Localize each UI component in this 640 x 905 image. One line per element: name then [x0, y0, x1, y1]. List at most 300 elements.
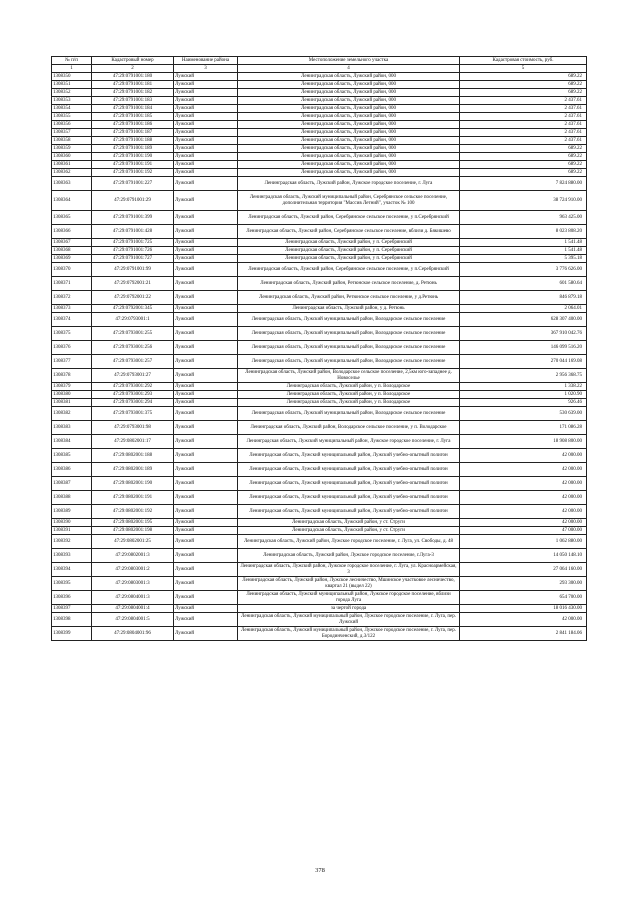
location: Ленинградская область, Лужский район, Ретюнское сельское поселение, у д.Ретюнь: [238, 291, 460, 305]
row-number: 1308392: [52, 535, 92, 549]
table-row: [52, 177, 587, 191]
cadastral-value-table: [51, 56, 587, 641]
table-row: [52, 89, 587, 97]
district-name: Лужский: [174, 137, 238, 145]
district-name: Лужский: [174, 449, 238, 463]
location: Ленинградская область, Лужский район, у п. Володарское: [238, 399, 460, 407]
row-number: 1308380: [52, 391, 92, 399]
district-name: Лужский: [174, 605, 238, 613]
location: Ленинградская область, Лужский район, у п. Володарское: [238, 383, 460, 391]
table-row: [52, 421, 587, 435]
location: Ленинградская область, Лужский муниципальный район, Володарское сельское поселение: [238, 407, 460, 421]
cadastral-number: 47:29:0791001:428: [92, 225, 174, 239]
row-number: 1308387: [52, 477, 92, 491]
row-number: 1308355: [52, 113, 92, 121]
header-district: Наименование района: [174, 57, 238, 65]
row-number: 1308397: [52, 605, 92, 613]
district-name: Лужский: [174, 225, 238, 239]
district-name: Лужский: [174, 305, 238, 313]
district-name: Лужский: [174, 277, 238, 291]
header-cadastral-number: Кадастровый номер: [92, 57, 174, 65]
location: Ленинградская область, Лужский муниципальный район, Володарское сельское поселение: [238, 355, 460, 369]
district-name: Лужский: [174, 613, 238, 627]
cadastral-number: 47:29:0802001:191: [92, 491, 174, 505]
cadastral-value: 2 841 184.06: [460, 627, 587, 641]
cadastral-value: 1 541.48: [460, 239, 587, 247]
location: Ленинградская область, Лужский район, Лужское городское поселение, г. Луга, ул. Красноармейская, 3: [238, 563, 460, 577]
table-row: [52, 145, 587, 153]
cadastral-value: 689.22: [460, 73, 587, 81]
row-number: 1308386: [52, 463, 92, 477]
row-number: 1308382: [52, 407, 92, 421]
table-row: [52, 449, 587, 463]
row-number: 1308367: [52, 239, 92, 247]
row-number: 1308395: [52, 577, 92, 591]
cadastral-value: 601 580.64: [460, 277, 587, 291]
column-number: 4: [238, 65, 460, 73]
district-name: Лужский: [174, 577, 238, 591]
district-name: Лужский: [174, 105, 238, 113]
table-row: [52, 613, 587, 627]
location: Ленинградская область, Лужский район, Лужское городское поселение, г. Луга, ул. Свободы, д. 48: [238, 535, 460, 549]
location: Ленинградская область, Лужский район, 000: [238, 137, 460, 145]
row-number: 1308393: [52, 549, 92, 563]
table-row: [52, 169, 587, 177]
table-row: [52, 491, 587, 505]
district-name: Лужский: [174, 477, 238, 491]
table-row: [52, 477, 587, 491]
district-name: Лужский: [174, 527, 238, 535]
cadastral-number: 47:29:0793001:256: [92, 341, 174, 355]
district-name: Лужский: [174, 177, 238, 191]
district-name: Лужский: [174, 369, 238, 383]
row-number: 1308385: [52, 449, 92, 463]
cadastral-number: 47:29:0791001:187: [92, 129, 174, 137]
table-row: [52, 161, 587, 169]
row-number: 1308368: [52, 247, 92, 255]
location: Ленинградская область, Лужский район, 000: [238, 89, 460, 97]
cadastral-number: 47:29:0802001:190: [92, 477, 174, 491]
cadastral-value: 18 908 800.00: [460, 435, 587, 449]
cadastral-number: 47:29:0791001:29: [92, 191, 174, 211]
row-number: 1308376: [52, 341, 92, 355]
cadastral-number: 47:29:0803001:3: [92, 577, 174, 591]
row-number: 1308379: [52, 383, 92, 391]
row-number: 1308383: [52, 421, 92, 435]
row-number: 1308365: [52, 211, 92, 225]
table-body: [52, 73, 587, 641]
location: Ленинградская область, Лужский район, у ст. Струги: [238, 527, 460, 535]
row-number: 1308391: [52, 527, 92, 535]
district-name: Лужский: [174, 435, 238, 449]
district-name: Лужский: [174, 169, 238, 177]
table-row: [52, 591, 587, 605]
location: Ленинградская область, Лужский район, 000: [238, 81, 460, 89]
location: Ленинградская область, Лужский район, 000: [238, 105, 460, 113]
location: Ленинградская область, Лужский район, 000: [238, 161, 460, 169]
table-row: [52, 519, 587, 527]
cadastral-value: 963 425.00: [460, 211, 587, 225]
page-number: 378: [315, 867, 325, 874]
table-row: [52, 291, 587, 305]
location: за чертой города: [238, 605, 460, 613]
column-number-row: [52, 65, 587, 73]
table-row: [52, 81, 587, 89]
district-name: Лужский: [174, 549, 238, 563]
table-row: [52, 121, 587, 129]
cadastral-number: 47:29:0793001:294: [92, 399, 174, 407]
row-number: 1308381: [52, 399, 92, 407]
table-row: [52, 399, 587, 407]
district-name: Лужский: [174, 97, 238, 105]
row-number: 1308373: [52, 305, 92, 313]
header-number: № п/п: [52, 57, 92, 65]
cadastral-value: 2 437.61: [460, 137, 587, 145]
row-number: 1308360: [52, 153, 92, 161]
table-row: [52, 313, 587, 327]
table-row: [52, 211, 587, 225]
cadastral-value: 3 776 626.00: [460, 263, 587, 277]
row-number: 1308358: [52, 137, 92, 145]
table-row: [52, 527, 587, 535]
table-row: [52, 129, 587, 137]
cadastral-number: 47:29:0791001:181: [92, 81, 174, 89]
row-number: 1308375: [52, 327, 92, 341]
row-number: 1308378: [52, 369, 92, 383]
table-row: [52, 535, 587, 549]
cadastral-value: 1 541.48: [460, 247, 587, 255]
cadastral-value: 1 020.90: [460, 391, 587, 399]
location: Ленинградская область, Лужский район, Серебрянское сельское поселение, у п.Серебрянский: [238, 211, 460, 225]
row-number: 1308366: [52, 225, 92, 239]
district-name: Лужский: [174, 89, 238, 97]
cadastral-value: 2 437.61: [460, 113, 587, 121]
district-name: Лужский: [174, 627, 238, 641]
district-name: Лужский: [174, 121, 238, 129]
row-number: 1308372: [52, 291, 92, 305]
district-name: Лужский: [174, 191, 238, 211]
cadastral-number: 47:29:0802001:25: [92, 535, 174, 549]
column-number: 5: [460, 65, 587, 73]
district-name: Лужский: [174, 327, 238, 341]
district-name: Лужский: [174, 81, 238, 89]
table-row: [52, 505, 587, 519]
cadastral-number: 47:29:0804001:96: [92, 627, 174, 641]
row-number: 1308398: [52, 613, 92, 627]
cadastral-value: 7 824 880.00: [460, 177, 587, 191]
table-header-row: [52, 57, 587, 65]
location: Ленинградская область, Лужский муниципальный район, Лужское городское поселение, г. Луга, пер. Бородинченский, д.3/122: [238, 627, 460, 641]
row-number: 1308351: [52, 81, 92, 89]
cadastral-value: 42 000.00: [460, 491, 587, 505]
table-row: [52, 153, 587, 161]
cadastral-value: 42 000.00: [460, 505, 587, 519]
location: Ленинградская область, Лужский район, у п. Володарское: [238, 391, 460, 399]
district-name: Лужский: [174, 563, 238, 577]
cadastral-number: 47:29:0791001:189: [92, 145, 174, 153]
row-number: 1308352: [52, 89, 92, 97]
location: Ленинградская область, Лужский район, Володарское сельское поселение, у п. Володарское: [238, 421, 460, 435]
location: Ленинградская область, Лужский муниципальный район, Лужский учебно-опытный полигон: [238, 491, 460, 505]
cadastral-number: 47:29:0791001:183: [92, 97, 174, 105]
table-row: [52, 341, 587, 355]
cadastral-value: 2 064.01: [460, 305, 587, 313]
cadastral-number: 47:29:0804001:4: [92, 605, 174, 613]
location: Ленинградская область, Лужский муниципальный район, Лужский учебно-опытный полигон: [238, 449, 460, 463]
location: Ленинградская область, Лужский муниципальный район, Володарское сельское поселение: [238, 327, 460, 341]
row-number: 1308377: [52, 355, 92, 369]
district-name: Лужский: [174, 255, 238, 263]
cadastral-number: 47:29:0791001:99: [92, 263, 174, 277]
location: Ленинградская область, Лужский район, 000: [238, 121, 460, 129]
table-row: [52, 407, 587, 421]
row-number: 1308357: [52, 129, 92, 137]
location: Ленинградская область, Лужский район, 000: [238, 145, 460, 153]
cadastral-value: 689.22: [460, 145, 587, 153]
table-row: [52, 263, 587, 277]
table-row: [52, 113, 587, 121]
cadastral-value: 38 724 910.00: [460, 191, 587, 211]
cadastral-value: 14 050 148.10: [460, 549, 587, 563]
cadastral-value: 628 307 400.00: [460, 313, 587, 327]
location: Ленинградская область, Лужский муниципальный район, Лужское городское поселение, г. Луга: [238, 435, 460, 449]
table-row: [52, 97, 587, 105]
cadastral-number: 47:29:0802001:189: [92, 463, 174, 477]
row-number: 1308388: [52, 491, 92, 505]
cadastral-value: 2 437.61: [460, 97, 587, 105]
cadastral-number: 47:29:0791001:192: [92, 169, 174, 177]
document-page: [51, 56, 586, 641]
district-name: Лужский: [174, 355, 238, 369]
cadastral-number: 47:29:0791001:188: [92, 137, 174, 145]
cadastral-value: 146 099 516.20: [460, 341, 587, 355]
cadastral-number: 47:29:0791001:190: [92, 153, 174, 161]
location: Ленинградская область, Лужский район, 000: [238, 73, 460, 81]
district-name: Лужский: [174, 341, 238, 355]
table-row: [52, 391, 587, 399]
location: Ленинградская область, Лужский муниципальный район, Серебрянское сельское поселение, дополнительная территория "Массив Летний", участок № 100: [238, 191, 460, 211]
cadastral-number: 47:29:0803001:2: [92, 563, 174, 577]
cadastral-value: 1 062 880.00: [460, 535, 587, 549]
cadastral-number: 47:29:0791001:399: [92, 211, 174, 225]
cadastral-value: 689.22: [460, 153, 587, 161]
table-row: [52, 191, 587, 211]
cadastral-value: 2 956 368.75: [460, 369, 587, 383]
district-name: Лужский: [174, 407, 238, 421]
district-name: Лужский: [174, 399, 238, 407]
row-number: 1308356: [52, 121, 92, 129]
location: Ленинградская область, Лужский район, 000: [238, 113, 460, 121]
row-number: 1308396: [52, 591, 92, 605]
row-number: 1308350: [52, 73, 92, 81]
district-name: Лужский: [174, 247, 238, 255]
cadastral-number: 47:29:0791001:726: [92, 247, 174, 255]
cadastral-number: 47:29:0791001:727: [92, 255, 174, 263]
cadastral-number: 47:29:0802001:198: [92, 527, 174, 535]
row-number: 1308364: [52, 191, 92, 211]
location: Ленинградская область, Лужский район, Лужское городское поселение, г. Луга: [238, 177, 460, 191]
location: Ленинградская область, Лужский район, у п. Серебрянский: [238, 247, 460, 255]
row-number: 1308362: [52, 169, 92, 177]
cadastral-value: 689.22: [460, 89, 587, 97]
cadastral-value: 2 437.61: [460, 121, 587, 129]
cadastral-number: 47:29:0802001:195: [92, 519, 174, 527]
cadastral-value: 42 000.00: [460, 463, 587, 477]
location: Ленинградская область, Лужский район, у д. Ретюнь: [238, 305, 460, 313]
cadastral-number: 47:29:0793001:292: [92, 383, 174, 391]
location: Ленинградская область, Лужский район, у ст. Струги: [238, 519, 460, 527]
cadastral-number: 47:29:0802001:17: [92, 435, 174, 449]
table-row: [52, 105, 587, 113]
district-name: Лужский: [174, 291, 238, 305]
location: Ленинградская область, Лужский район, 000: [238, 169, 460, 177]
header-cadastral-value: Кадастровая стоимость, руб.: [460, 57, 587, 65]
row-number: 1308370: [52, 263, 92, 277]
cadastral-number: 47:29:0802001:192: [92, 505, 174, 519]
cadastral-value: 42 000.00: [460, 519, 587, 527]
row-number: 1308389: [52, 505, 92, 519]
cadastral-value: 846 879.18: [460, 291, 587, 305]
district-name: Лужский: [174, 113, 238, 121]
table-row: [52, 225, 587, 239]
location: Ленинградская область, Лужский район, Серебрянское сельское поселение, у п.Серебрянский: [238, 263, 460, 277]
cadastral-value: 689.22: [460, 169, 587, 177]
table-row: [52, 73, 587, 81]
cadastral-number: 47:29:0804001:5: [92, 613, 174, 627]
table-row: [52, 383, 587, 391]
cadastral-value: 293 300.00: [460, 577, 587, 591]
cadastral-value: 42 000.00: [460, 477, 587, 491]
cadastral-value: 5 395.18: [460, 255, 587, 263]
cadastral-number: 47:29:0802001:3: [92, 549, 174, 563]
cadastral-value: 270 044 169.08: [460, 355, 587, 369]
cadastral-value: 8 023 808.20: [460, 225, 587, 239]
table-row: [52, 255, 587, 263]
cadastral-number: 47:29:0791001:184: [92, 105, 174, 113]
district-name: Лужский: [174, 391, 238, 399]
district-name: Лужский: [174, 463, 238, 477]
cadastral-number: 47:29:0791001:186: [92, 121, 174, 129]
location: Ленинградская область, Лужский муниципальный район, Лужское городское поселение, г. Луга, пер. Лужский: [238, 613, 460, 627]
cadastral-value: 689.22: [460, 161, 587, 169]
cadastral-number: 47:29:0791001:191: [92, 161, 174, 169]
cadastral-number: 47:29:0791001:227: [92, 177, 174, 191]
location: Ленинградская область, Лужский район, 000: [238, 97, 460, 105]
row-number: 1308369: [52, 255, 92, 263]
row-number: 1308359: [52, 145, 92, 153]
table-row: [52, 327, 587, 341]
district-name: Лужский: [174, 535, 238, 549]
header-location: Местоположение земельного участка: [238, 57, 460, 65]
cadastral-value: 1 338.22: [460, 383, 587, 391]
district-name: Лужский: [174, 161, 238, 169]
row-number: 1308374: [52, 313, 92, 327]
location: Ленинградская область, Лужский муниципальный район, Лужский учебно-опытный полигон: [238, 477, 460, 491]
district-name: Лужский: [174, 129, 238, 137]
location: Ленинградская область, Лужский муниципальный район, Володарское сельское поселение: [238, 341, 460, 355]
cadastral-number: 47:29:0791001:180: [92, 73, 174, 81]
district-name: Лужский: [174, 383, 238, 391]
row-number: 1308371: [52, 277, 92, 291]
table-row: [52, 563, 587, 577]
cadastral-value: 171 086.28: [460, 421, 587, 435]
cadastral-number: 47:29:0804001:3: [92, 591, 174, 605]
location: Ленинградская область, Лужский район, Лужское лесничество, Мшинское участковое лесничество, квартал 21 (выдел 22): [238, 577, 460, 591]
table-row: [52, 435, 587, 449]
column-number: 2: [92, 65, 174, 73]
cadastral-value: 367 910 042.76: [460, 327, 587, 341]
district-name: Лужский: [174, 491, 238, 505]
table-row: [52, 247, 587, 255]
cadastral-value: 27 064 160.00: [460, 563, 587, 577]
cadastral-value: 42 000.00: [460, 613, 587, 627]
cadastral-value: 18 016 430.00: [460, 605, 587, 613]
cadastral-value: 42 000.00: [460, 449, 587, 463]
row-number: 1308390: [52, 519, 92, 527]
district-name: Лужский: [174, 313, 238, 327]
cadastral-value: 530 639.00: [460, 407, 587, 421]
cadastral-value: 47 000.00: [460, 527, 587, 535]
district-name: Лужский: [174, 153, 238, 161]
district-name: Лужский: [174, 519, 238, 527]
cadastral-number: 47:29:0793001:255: [92, 327, 174, 341]
district-name: Лужский: [174, 239, 238, 247]
cadastral-number: 47:29:0791001:185: [92, 113, 174, 121]
table-row: [52, 239, 587, 247]
cadastral-number: 47:29:0791001:182: [92, 89, 174, 97]
location: Ленинградская область, Лужский район, у п. Серебрянский: [238, 255, 460, 263]
cadastral-number: 47:29:0792001:345: [92, 305, 174, 313]
table-row: [52, 305, 587, 313]
row-number: 1308384: [52, 435, 92, 449]
cadastral-value: 654 700.00: [460, 591, 587, 605]
cadastral-number: 47:29:0792001:22: [92, 291, 174, 305]
cadastral-number: 47:29:0793001:98: [92, 421, 174, 435]
column-number: 3: [174, 65, 238, 73]
district-name: Лужский: [174, 505, 238, 519]
district-name: Лужский: [174, 73, 238, 81]
table-row: [52, 577, 587, 591]
table-row: [52, 463, 587, 477]
cadastral-number: 47:29:0802001:188: [92, 449, 174, 463]
district-name: Лужский: [174, 591, 238, 605]
location: Ленинградская область, Лужский муниципальный район, Лужское городское поселение, вблизи города Луга: [238, 591, 460, 605]
table-row: [52, 277, 587, 291]
table-row: [52, 627, 587, 641]
row-number: 1308353: [52, 97, 92, 105]
cadastral-value: 2 437.61: [460, 129, 587, 137]
district-name: Лужский: [174, 145, 238, 153]
location: Ленинградская область, Лужский район, Лужское городское поселение, г.Луга-3: [238, 549, 460, 563]
row-number: 1308399: [52, 627, 92, 641]
location: Ленинградская область, Лужский район, 000: [238, 153, 460, 161]
location: Ленинградская область, Лужский район, у п. Серебрянский: [238, 239, 460, 247]
row-number: 1308394: [52, 563, 92, 577]
location: Ленинградская область, Лужский район, Серебрянское сельское поселение, вблизи д. Бякишево: [238, 225, 460, 239]
cadastral-value: 689.22: [460, 81, 587, 89]
cadastral-value: 2 437.61: [460, 105, 587, 113]
location: Ленинградская область, Лужский район, Володарское сельское поселение, 2,5км юго-западнее д. Новоселье: [238, 369, 460, 383]
cadastral-number: 47:29:0793001:293: [92, 391, 174, 399]
district-name: Лужский: [174, 421, 238, 435]
cadastral-number: 47:29:0793001:257: [92, 355, 174, 369]
table-row: [52, 605, 587, 613]
column-number: 1: [52, 65, 92, 73]
row-number: 1308354: [52, 105, 92, 113]
cadastral-number: 47:29:0793001:1: [92, 313, 174, 327]
row-number: 1308363: [52, 177, 92, 191]
district-name: Лужский: [174, 263, 238, 277]
